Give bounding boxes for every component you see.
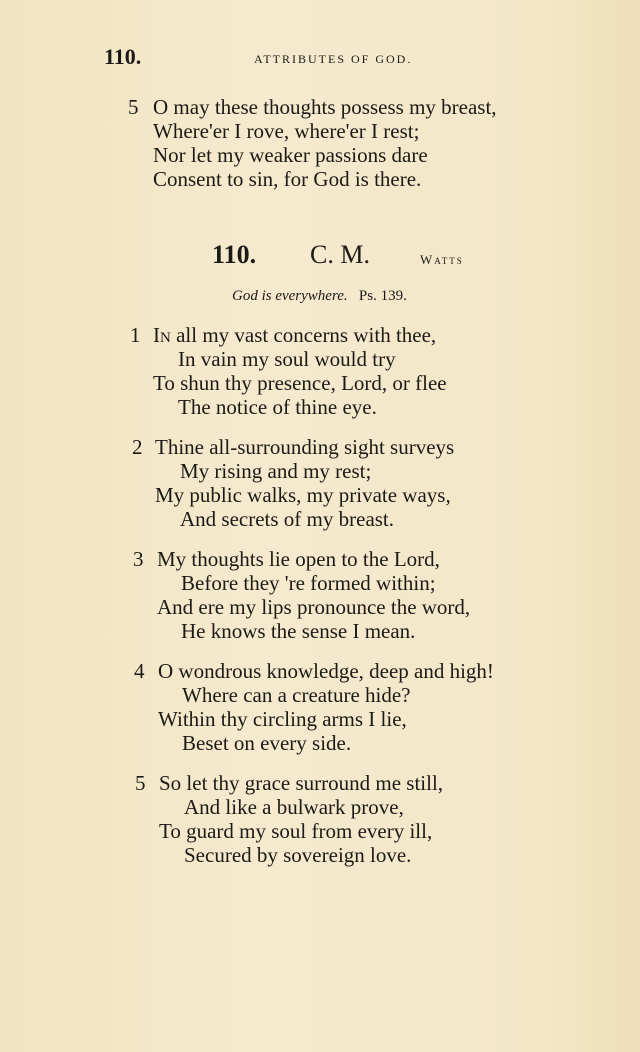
verse-line: So let thy grace surround me still, xyxy=(159,771,444,795)
verse-line: Within thy circling arms I lie, xyxy=(158,707,407,731)
page-number: 110. xyxy=(104,44,142,69)
verse-number: 5 xyxy=(135,771,146,795)
verse-number: 4 xyxy=(134,659,145,683)
initial-word: In xyxy=(153,323,171,347)
verse-line: To shun thy presence, Lord, or flee xyxy=(153,371,447,395)
verse-line: Thine all-surrounding sight surveys xyxy=(155,435,455,459)
verse-line: Where'er I rove, where'er I rest; xyxy=(153,119,420,143)
verse-line: O may these thoughts possess my breast, xyxy=(153,95,497,119)
verse-line: Consent to sin, for God is there. xyxy=(153,167,422,191)
hymn-heading xyxy=(212,240,512,274)
verse-line: To guard my soul from every ill, xyxy=(159,819,433,843)
verse-line: And ere my lips pronounce the word, xyxy=(157,595,471,619)
verse-line-text: all my vast concerns with thee, xyxy=(170,323,437,347)
hymn-author: Watts xyxy=(420,252,464,267)
verse-line: In vain my soul would try xyxy=(178,347,396,371)
verse-line: And like a bulwark prove, xyxy=(184,795,404,819)
verse-line: Secured by sovereign love. xyxy=(184,843,412,867)
verse-line: Before they 're formed within; xyxy=(181,571,436,595)
verse-line: My thoughts lie open to the Lord, xyxy=(157,547,440,571)
running-title: ATTRIBUTES OF GOD. xyxy=(254,52,413,66)
verse-line: He knows the sense I mean. xyxy=(181,619,416,643)
verse-line: The notice of thine eye. xyxy=(178,395,377,419)
verse-number: 2 xyxy=(132,435,143,459)
verse-line: O wondrous knowledge, deep and high! xyxy=(158,659,494,683)
scripture-reference: Ps. 139. xyxy=(358,288,407,304)
hymn-meter: C. M. xyxy=(310,240,370,269)
verse-number: 1 xyxy=(130,323,141,347)
verse-line: Nor let my weaker passions dare xyxy=(153,143,428,167)
verse-line: And secrets of my breast. xyxy=(180,507,395,531)
verse-line: Beset on every side. xyxy=(182,731,352,755)
hymn-number: 110. xyxy=(212,240,257,269)
verse-line: My rising and my rest; xyxy=(180,459,372,483)
verse-line: My public walks, my private ways, xyxy=(155,483,451,507)
subtitle-text: God is everywhere. xyxy=(232,288,348,304)
hymn-subtitle xyxy=(232,288,407,305)
page-header xyxy=(104,44,504,74)
verse-line: Where can a creature hide? xyxy=(182,683,411,707)
verse-number: 3 xyxy=(133,547,144,571)
verse-line xyxy=(153,323,436,347)
verse-number: 5 xyxy=(128,95,139,119)
